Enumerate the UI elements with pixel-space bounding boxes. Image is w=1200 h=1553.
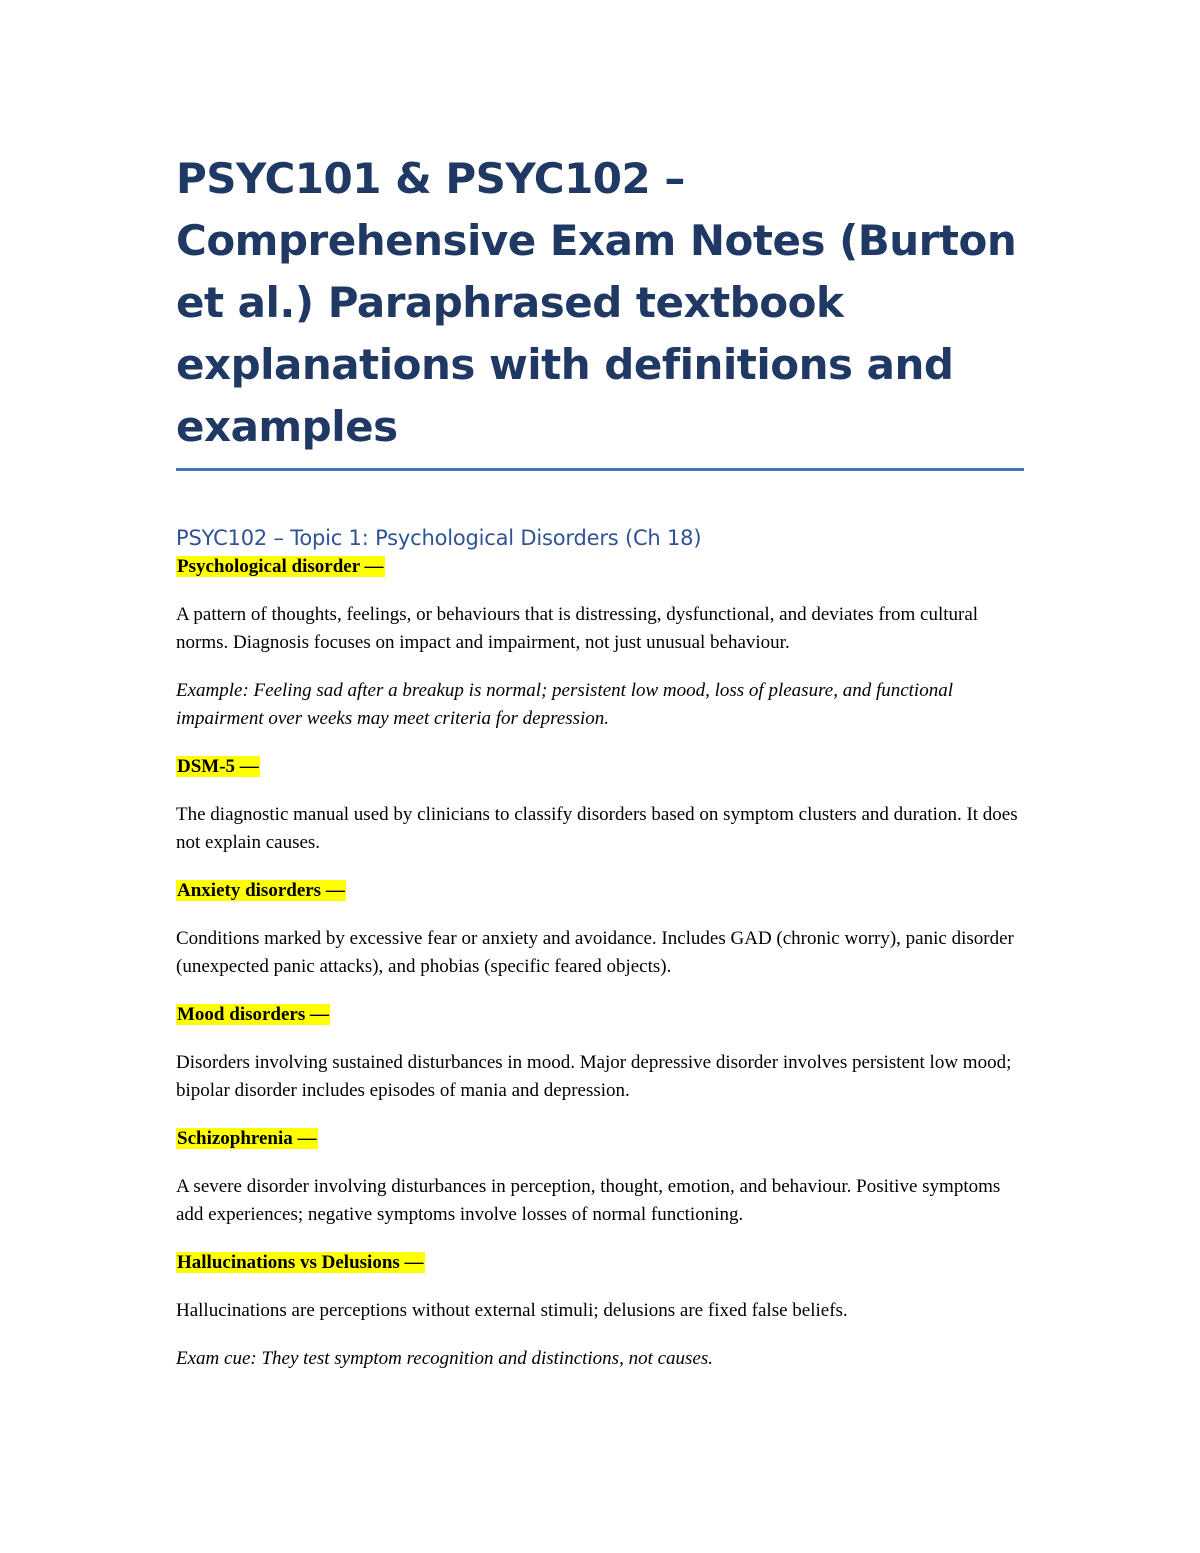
term-highlight: Hallucinations vs Delusions — bbox=[177, 1252, 424, 1273]
entry-hallucinations-delusions bbox=[176, 1249, 1026, 1373]
term-highlight: Psychological disorder — bbox=[177, 556, 384, 577]
term-definition: A pattern of thoughts, feelings, or behaviours that is distressing, dysfunctional, and deviates from cultural norms. Diagnosis focuses on impact and impairment, not just unusual behaviour. bbox=[176, 604, 979, 653]
term-example: Example: Feeling sad after a breakup is normal; persistent low mood, loss of pleasure, and functional impairment over weeks may meet criteria for depression. bbox=[176, 680, 953, 729]
term-heading bbox=[176, 877, 1026, 905]
entry-dsm5 bbox=[176, 753, 1026, 857]
entry-anxiety-disorders bbox=[176, 877, 1026, 981]
term-definition: A severe disorder involving disturbances in perception, thought, emotion, and behaviour. Positive symptoms add experiences; negative symptoms involve losses of normal functioning. bbox=[176, 1176, 1001, 1225]
exam-cue: Exam cue: They test symptom recognition and distinctions, not causes. bbox=[176, 1348, 714, 1369]
term-highlight: Mood disorders — bbox=[177, 1004, 329, 1025]
section-heading: PSYC102 – Topic 1: Psychological Disorders (Ch 18) bbox=[176, 526, 702, 550]
term-definition: Disorders involving sustained disturbances in mood. Major depressive disorder involves persistent low mood; bipolar disorder includes episodes of mania and depression. bbox=[176, 1052, 1012, 1101]
document-title: PSYC101 & PSYC102 – Comprehensive Exam Notes (Burton et al.) Paraphrased textbook explanations with definitions and examples bbox=[176, 154, 1017, 451]
term-definition: Conditions marked by excessive fear or anxiety and avoidance. Includes GAD (chronic worry), panic disorder (unexpected panic attacks), and phobias (specific feared objects). bbox=[176, 928, 1014, 977]
term-heading bbox=[176, 1001, 1026, 1029]
title-underline-rule bbox=[176, 468, 1024, 471]
term-definition: Hallucinations are perceptions without external stimuli; delusions are fixed false beliefs. bbox=[176, 1300, 848, 1321]
entry-psychological-disorder bbox=[176, 553, 1026, 733]
term-heading bbox=[176, 1125, 1026, 1153]
term-highlight: DSM-5 — bbox=[177, 756, 259, 777]
term-highlight: Schizophrenia — bbox=[177, 1128, 317, 1149]
term-heading bbox=[176, 553, 1026, 581]
entry-schizophrenia bbox=[176, 1125, 1026, 1229]
document-page bbox=[176, 148, 1026, 1373]
term-heading bbox=[176, 753, 1026, 781]
term-definition: The diagnostic manual used by clinicians to classify disorders based on symptom clusters and duration. It does not explain causes. bbox=[176, 804, 1018, 853]
entry-mood-disorders bbox=[176, 1001, 1026, 1105]
term-highlight: Anxiety disorders — bbox=[177, 880, 345, 901]
term-heading bbox=[176, 1249, 1026, 1277]
